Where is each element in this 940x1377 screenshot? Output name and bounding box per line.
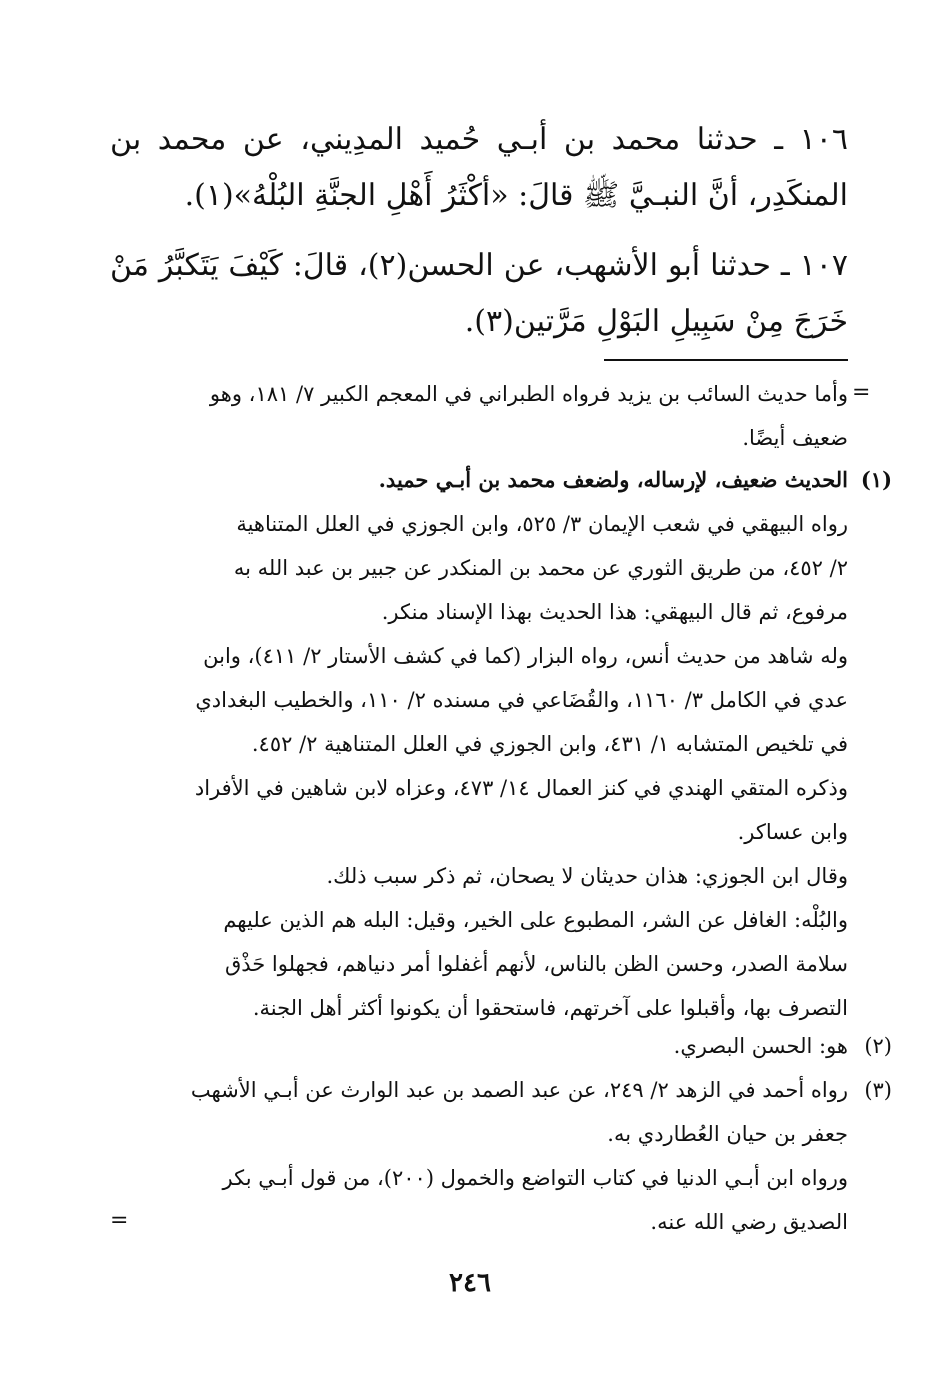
footnote-1-heading: الحديث ضعيف، لإرساله، ولضعف محمد بن أبـي حميد. (378, 467, 848, 492)
footnote-1-number: (١) (860, 467, 892, 492)
footnote-line: وذكره المتقي الهندي في كنز العمال ١٤/ ٤٧٣، وعزاه لابن شاهين في الأفراد (194, 776, 848, 800)
hadith-107: ١٠٧ ـ حدثنا أبو الأشهب، عن الحسن(٢)، قالَ: كَيْفَ يَتَكبَّرُ مَنْ خَرَجَ مِنْ سَبِيلِ البَوْلِ مَرَّتين(٣). (110, 248, 848, 339)
footnote-2-number: (٢) (864, 1034, 892, 1058)
footnote-line: ضعيف أيضًا. (742, 426, 848, 450)
footnote-line: ٢/ ٤٥٢، من طريق الثوري عن محمد بن المنكدر عن جبير بن عبد الله به (233, 556, 848, 580)
footnote-line: رواه البيهقي في شعب الإيمان ٣/ ٥٢٥، وابن الجوزي في العلل المتناهية (236, 512, 848, 536)
continuation-mark-top: = (852, 380, 871, 405)
footnote-line: سلامة الصدر، وحسن الظن بالناس، لأنهم أغفلوا أمر دنياهم، فجهلوا حَذْق (224, 952, 848, 976)
footnote-line: وابن عساكر. (737, 820, 848, 844)
footnote-2 (110, 1024, 848, 1068)
footnote-line: جعفر بن حيان العُطاردي به. (607, 1122, 848, 1146)
footnote-separator (604, 359, 848, 361)
footnote-line: التصرف بها، وأقبلوا على آخرتهم، فاستحقوا أن يكونوا أكثر أهل الجنة. (252, 996, 848, 1020)
footnote-1 (110, 458, 848, 1030)
footnote-line: وله شاهد من حديث أنس، رواه البزار (كما في كشف الأستار ٢/ ٤١١)، وابن (203, 644, 848, 668)
footnote-line: وقال ابن الجوزي: هذان حديثان لا يصحان، ثم ذكر سبب ذلك. (326, 864, 848, 888)
footnote-line: مرفوع، ثم قال البيهقي: هذا الحديث بهذا الإسناد منكر. (381, 600, 848, 624)
continuation-mark-bottom: = (110, 1208, 129, 1233)
footnote-2-text: هو: الحسن البصري. (673, 1034, 848, 1058)
footnote-continued (110, 372, 848, 460)
footnote-line: والبُلْه: الغافل عن الشر، المطبوع على الخير، وقيل: البله هم الذين عليهم (223, 908, 848, 932)
footnote-line: ورواه ابن أبـي الدنيا في كتاب التواضع والخمول (٢٠٠)، من قول أبـي بكر (222, 1166, 848, 1190)
footnote-line: رواه أحمد في الزهد ٢/ ٢٤٩، عن عبد الصمد بن عبد الوارث عن أبـي الأشهب (190, 1078, 848, 1102)
footnote-line: في تلخيص المتشابه ١/ ٤٣١، وابن الجوزي في العلل المتناهية ٢/ ٤٥٢. (251, 732, 848, 756)
page-number: ٢٤٦ (449, 1268, 491, 1298)
footnote-3-number: (٣) (864, 1078, 892, 1102)
footnote-3 (110, 1068, 848, 1244)
footnote-line: وأما حديث السائب بن يزيد فرواه الطبراني في المعجم الكبير ٧/ ١٨١، وهو (209, 382, 848, 406)
hadith-106: ١٠٦ ـ حدثنا محمد بن أبـي حُميد المدِيني، عن محمد بن المنكَدِر، أنَّ النبـيَّ ﷺ قالَ: «أكْثَرُ أَهْلِ الجنَّةِ البُلْهُ»(١). (110, 122, 848, 213)
footnote-line: عدي في الكامل ٣/ ١١٦٠، والقُضَاعي في مسنده ٢/ ١١٠، والخطيب البغدادي (195, 688, 848, 712)
footnote-line: الصديق رضي الله عنه. (650, 1210, 848, 1234)
